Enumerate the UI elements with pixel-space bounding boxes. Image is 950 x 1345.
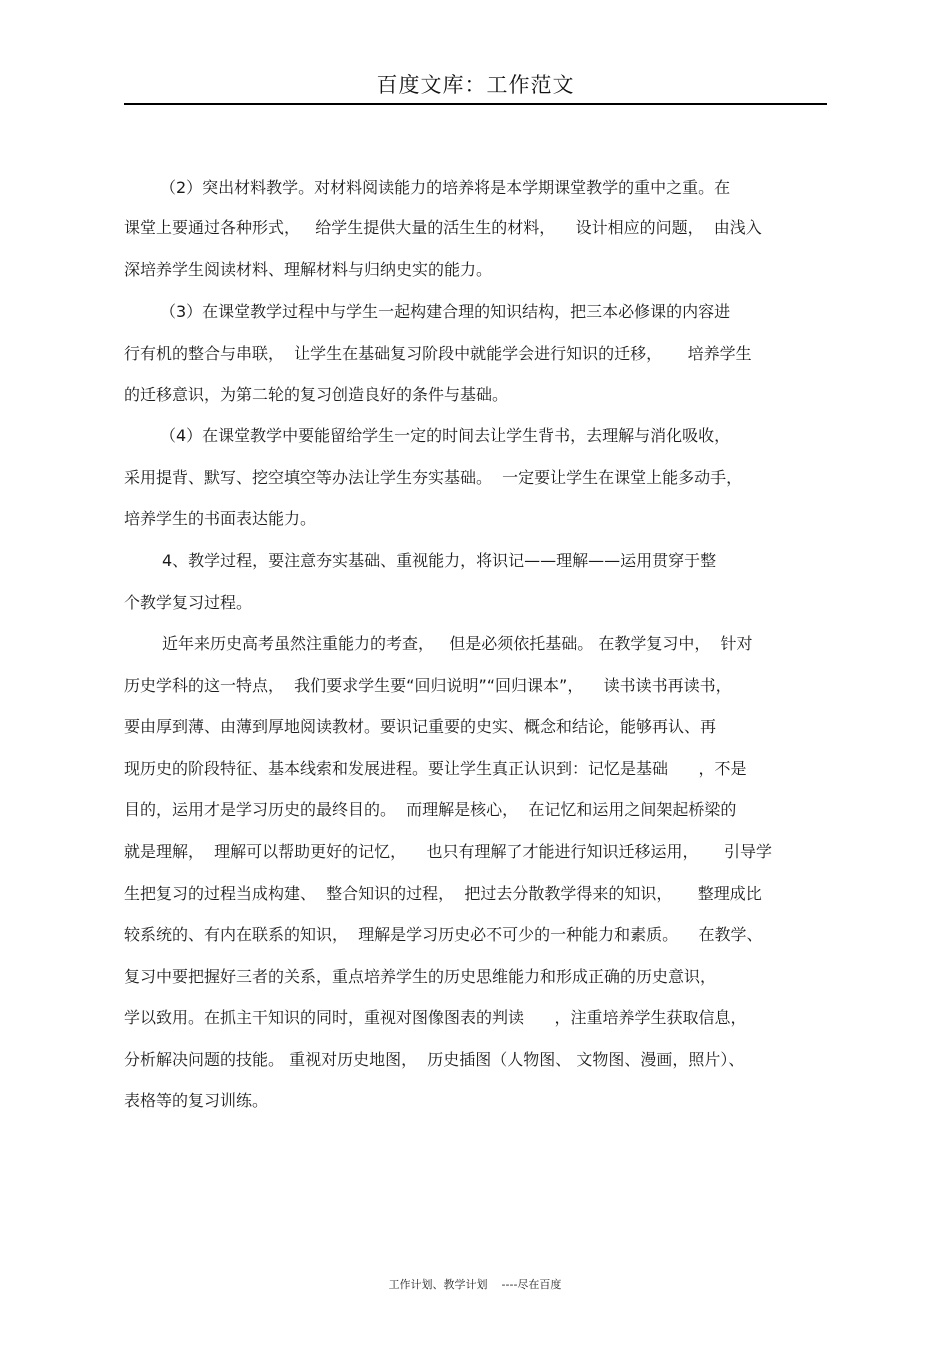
paragraph-line: 近年来历史高考虽然注重能力的考查， 但是必须依托基础。 在教学复习中， 针对 <box>162 634 753 653</box>
paragraph-line: 要由厚到薄、由薄到厚地阅读教材。要识记重要的史实、概念和结论，能够再认、再 <box>124 717 717 736</box>
paragraph-line: 4、教学过程，要注意夯实基础、重视能力，将识记——理解——运用贯穿于整 <box>162 551 717 570</box>
page-title: 百度文库：工作范文 <box>376 73 575 97</box>
paragraph-line: 复习中要把握好三者的关系，重点培养学生的历史思维能力和形成正确的历史意识， <box>124 967 717 986</box>
page-header <box>124 70 827 105</box>
paragraph-line: 分析解决问题的技能。 重视对历史地图， 历史插图（人物图、 文物图、漫画，照片）、 <box>124 1050 745 1069</box>
paragraph-line: 表格等的复习训练。 <box>124 1091 269 1110</box>
paragraph-line: 就是理解， 理解可以帮助更好的记忆， 也只有理解了才能进行知识迁移运用， 引导学 <box>124 842 772 861</box>
page-footer: 工作计划、教学计划 ----尽在百度 <box>388 1278 562 1291</box>
paragraph-line: 生把复习的过程当成构建、 整合知识的过程， 把过去分散教学得来的知识， 整理成比 <box>124 884 762 903</box>
paragraph-line: 学以致用。在抓主干知识的同时，重视对图像图表的判读 ，注重培养学生获取信息， <box>124 1008 747 1027</box>
paragraph-line: 采用提背、默写、挖空填空等办法让学生夯实基础。 一定要让学生在课堂上能多动手， <box>124 468 743 487</box>
paragraph-line: （2）突出材料教学。对材料阅读能力的培养将是本学期课堂教学的重中之重。在 <box>160 178 731 197</box>
paragraph-line: 现历史的阶段特征、基本线索和发展进程。要让学生真正认识到：记忆是基础 ，不是 <box>124 759 747 778</box>
paragraph-line: 历史学科的这一特点， 我们要求学生要“回归说明”“回归课本”， 读书读书再读书， <box>124 676 732 695</box>
paragraph-line: 培养学生的书面表达能力。 <box>124 509 317 528</box>
paragraph-line: 目的，运用才是学习历史的最终目的。 而理解是核心， 在记忆和运用之间架起桥梁的 <box>124 800 737 819</box>
paragraph-line: （3）在课堂教学过程中与学生一起构建合理的知识结构，把三本必修课的内容进 <box>160 302 731 321</box>
paragraph-line: 行有机的整合与串联， 让学生在基础复习阶段中就能学会进行知识的迁移， 培养学生 <box>124 344 752 363</box>
paragraph-line: （4）在课堂教学中要能留给学生一定的时间去让学生背书，去理解与消化吸收， <box>160 426 731 445</box>
paragraph-line: 深培养学生阅读材料、理解材料与归纳史实的能力。 <box>124 260 493 279</box>
paragraph-line: 的迁移意识，为第二轮的复习创造良好的条件与基础。 <box>124 385 509 404</box>
paragraph-line: 课堂上要通过各种形式， 给学生提供大量的活生生的材料， 设计相应的问题， 由浅入 <box>124 218 762 237</box>
paragraph-line: 较系统的、有内在联系的知识， 理解是学习历史必不可少的一种能力和素质。 在教学、 <box>124 925 763 944</box>
paragraph-line: 个教学复习过程。 <box>124 593 253 612</box>
